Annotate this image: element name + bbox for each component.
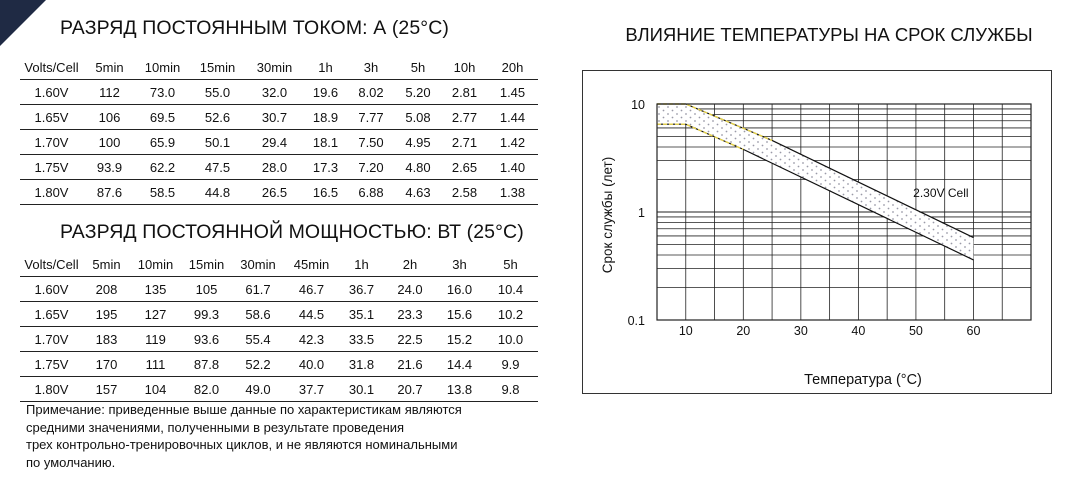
row-label-cell: 1.75V — [34, 159, 69, 175]
y-tick-label: 0.1 — [627, 314, 645, 328]
row-label-cell: 1.60V — [34, 281, 69, 297]
table-cell: 21.6 — [397, 356, 423, 372]
table-cell: 2.77 — [451, 109, 478, 125]
row-label-cell: 1.70V — [34, 331, 69, 347]
table-cell: 111 — [145, 356, 166, 372]
table-cell: 55.4 — [245, 331, 271, 347]
footnote-line: средними значениями, полученными в результате проведения — [26, 419, 405, 435]
table-cell: 157 — [95, 381, 118, 397]
table-cell: 1.40 — [499, 159, 526, 175]
column-header: 5h — [503, 256, 518, 272]
table-cell: 93.9 — [96, 159, 123, 175]
table-cell: 104 — [144, 381, 167, 397]
table-cell: 170 — [95, 356, 118, 372]
table-cell: 100 — [98, 134, 121, 150]
footnote-line: по умолчанию. — [26, 454, 116, 470]
table-cell: 105 — [195, 281, 218, 297]
table-cell: 22.5 — [397, 331, 423, 347]
table-cell: 17.3 — [312, 159, 339, 175]
column-header: 3h — [452, 256, 467, 272]
column-header: 1h — [354, 256, 369, 272]
table-cell: 33.5 — [348, 331, 375, 347]
column-header: 2h — [402, 256, 418, 272]
table-cell: 4.63 — [405, 184, 431, 200]
table-cell: 19.6 — [312, 84, 339, 100]
y-tick-label: 10 — [631, 98, 645, 112]
chart-title: ВЛИЯНИЕ ТЕМПЕРАТУРЫ НА СРОК СЛУЖБЫ — [625, 24, 1033, 45]
table-cell: 106 — [98, 109, 121, 125]
power-table-title: РАЗРЯД ПОСТОЯННОЙ МОЩНОСТЬЮ: ВТ (25°C) — [60, 221, 524, 243]
row-label-cell: 1.80V — [34, 184, 69, 200]
table-cell: 20.7 — [397, 381, 423, 397]
column-header: 5h — [410, 59, 426, 75]
table-cell: 9.9 — [501, 356, 520, 372]
table-cell: 37.7 — [298, 381, 325, 397]
table-cell: 26.5 — [261, 184, 288, 200]
table-cell: 65.9 — [149, 134, 176, 150]
table-cell: 10.2 — [497, 306, 524, 322]
row-label-cell: 1.65V — [34, 306, 69, 322]
table-cell: 87.8 — [193, 356, 220, 372]
column-header: 5min — [95, 59, 124, 75]
table-cell: 119 — [145, 331, 166, 347]
column-header: 10min — [144, 59, 181, 75]
column-header: 20h — [501, 59, 524, 75]
table-cell: 1.45 — [499, 84, 526, 100]
table-cell: 10.4 — [497, 281, 524, 297]
table-cell: 28.0 — [261, 159, 288, 175]
table-cell: 1.42 — [499, 134, 526, 150]
table-cell: 15.2 — [446, 331, 473, 347]
table-cell: 82.0 — [193, 381, 220, 397]
table-cell: 10.0 — [497, 331, 524, 347]
x-tick-label: 20 — [736, 324, 751, 338]
table-cell: 55.0 — [204, 84, 231, 100]
x-tick-label: 40 — [851, 324, 866, 338]
table-cell: 87.6 — [96, 184, 123, 200]
table-cell: 112 — [99, 84, 120, 100]
table-cell: 29.4 — [261, 134, 288, 150]
table-cell: 195 — [95, 306, 118, 322]
chart-band-layer — [657, 104, 973, 260]
table-cell: 42.3 — [298, 331, 325, 347]
table-cell: 7.20 — [358, 159, 384, 175]
table-cell: 8.02 — [358, 84, 384, 100]
table-cell: 127 — [144, 306, 167, 322]
table-cell: 14.4 — [446, 356, 473, 372]
row-label-cell: 1.65V — [34, 109, 69, 125]
table-cell: 49.0 — [245, 381, 271, 397]
x-tick-label: 10 — [678, 324, 693, 338]
table-cell: 44.8 — [204, 184, 231, 200]
table-cell: 208 — [95, 281, 118, 297]
table-cell: 7.50 — [358, 134, 384, 150]
x-tick-label: 50 — [908, 324, 923, 338]
table-cell: 58.6 — [245, 306, 271, 322]
table-cell: 61.7 — [245, 281, 271, 297]
column-header: Volts/Cell — [24, 256, 79, 272]
table-cell: 32.0 — [261, 84, 288, 100]
table-cell: 5.20 — [405, 84, 431, 100]
column-header: 30min — [240, 256, 276, 272]
table-cell: 50.1 — [204, 134, 231, 150]
footnote-line: Примечание: приведенные выше данные по характеристикам являются — [26, 402, 462, 417]
table-cell: 93.6 — [193, 331, 220, 347]
table-cell: 58.5 — [149, 184, 176, 200]
table-cell: 47.5 — [204, 159, 231, 175]
x-tick-label: 30 — [793, 324, 808, 338]
table-cell: 30.1 — [348, 381, 375, 397]
table-cell: 73.0 — [149, 84, 176, 100]
column-header: 15min — [188, 256, 225, 272]
row-label-cell: 1.70V — [34, 134, 69, 150]
column-header: 5min — [92, 256, 121, 272]
table-cell: 1.38 — [499, 184, 526, 200]
table-cell: 99.3 — [193, 306, 220, 322]
table-cell: 2.65 — [451, 159, 478, 175]
current-table-title: РАЗРЯД ПОСТОЯННЫМ ТОКОМ: А (25°C) — [60, 17, 449, 39]
table-cell: 2.71 — [451, 134, 478, 150]
table-cell: 2.58 — [451, 184, 478, 200]
table-cell: 16.5 — [312, 184, 339, 200]
table-cell: 13.8 — [446, 381, 473, 397]
row-label-cell: 1.60V — [34, 84, 69, 100]
table-cell: 15.6 — [446, 306, 473, 322]
table-cell: 69.5 — [149, 109, 176, 125]
table-cell: 52.2 — [245, 356, 271, 372]
series-annotation: 2.30V Cell — [913, 185, 969, 200]
table-cell: 5.08 — [405, 109, 431, 125]
table-cell: 44.5 — [298, 306, 325, 322]
table-cell: 46.7 — [298, 281, 325, 297]
table-cell: 1.44 — [499, 109, 526, 125]
table-cell: 4.95 — [405, 134, 431, 150]
column-header: Volts/Cell — [24, 59, 79, 75]
table-cell: 4.80 — [405, 159, 431, 175]
table-cell: 31.8 — [348, 356, 375, 372]
table-cell: 18.1 — [312, 134, 339, 150]
column-header: 15min — [199, 59, 236, 75]
table-cell: 36.7 — [348, 281, 375, 297]
table-cell: 9.8 — [501, 381, 520, 397]
table-cell: 30.7 — [261, 109, 288, 125]
table-cell: 135 — [144, 281, 167, 297]
x-axis-label: Температура (°C) — [804, 372, 922, 388]
footnote-line: трех контрольно-тренировочных циклов, и не являются номинальными — [26, 437, 458, 452]
table-cell: 62.2 — [149, 159, 176, 175]
y-axis-label: Срок службы (лет) — [600, 156, 615, 274]
table-cell: 16.0 — [446, 281, 473, 297]
table-cell: 24.0 — [397, 281, 423, 297]
table-cell: 18.9 — [312, 109, 339, 125]
x-tick-label: 60 — [966, 324, 981, 338]
column-header: 45min — [293, 256, 330, 272]
table-cell: 2.81 — [451, 84, 478, 100]
column-header: 1h — [318, 59, 333, 75]
row-label-cell: 1.80V — [34, 381, 69, 397]
y-tick-label: 1 — [638, 206, 645, 220]
column-header: 10h — [453, 59, 476, 75]
column-header: 3h — [363, 59, 379, 75]
table-cell: 23.3 — [397, 306, 423, 322]
table-cell: 40.0 — [298, 356, 325, 372]
column-header: 10min — [137, 256, 174, 272]
table-cell: 6.88 — [358, 184, 384, 200]
table-cell: 35.1 — [348, 306, 375, 322]
table-cell: 183 — [95, 331, 118, 347]
row-label-cell: 1.75V — [34, 356, 69, 372]
table-cell: 7.77 — [358, 109, 384, 125]
column-header: 30min — [256, 59, 293, 75]
table-cell: 52.6 — [204, 109, 231, 125]
